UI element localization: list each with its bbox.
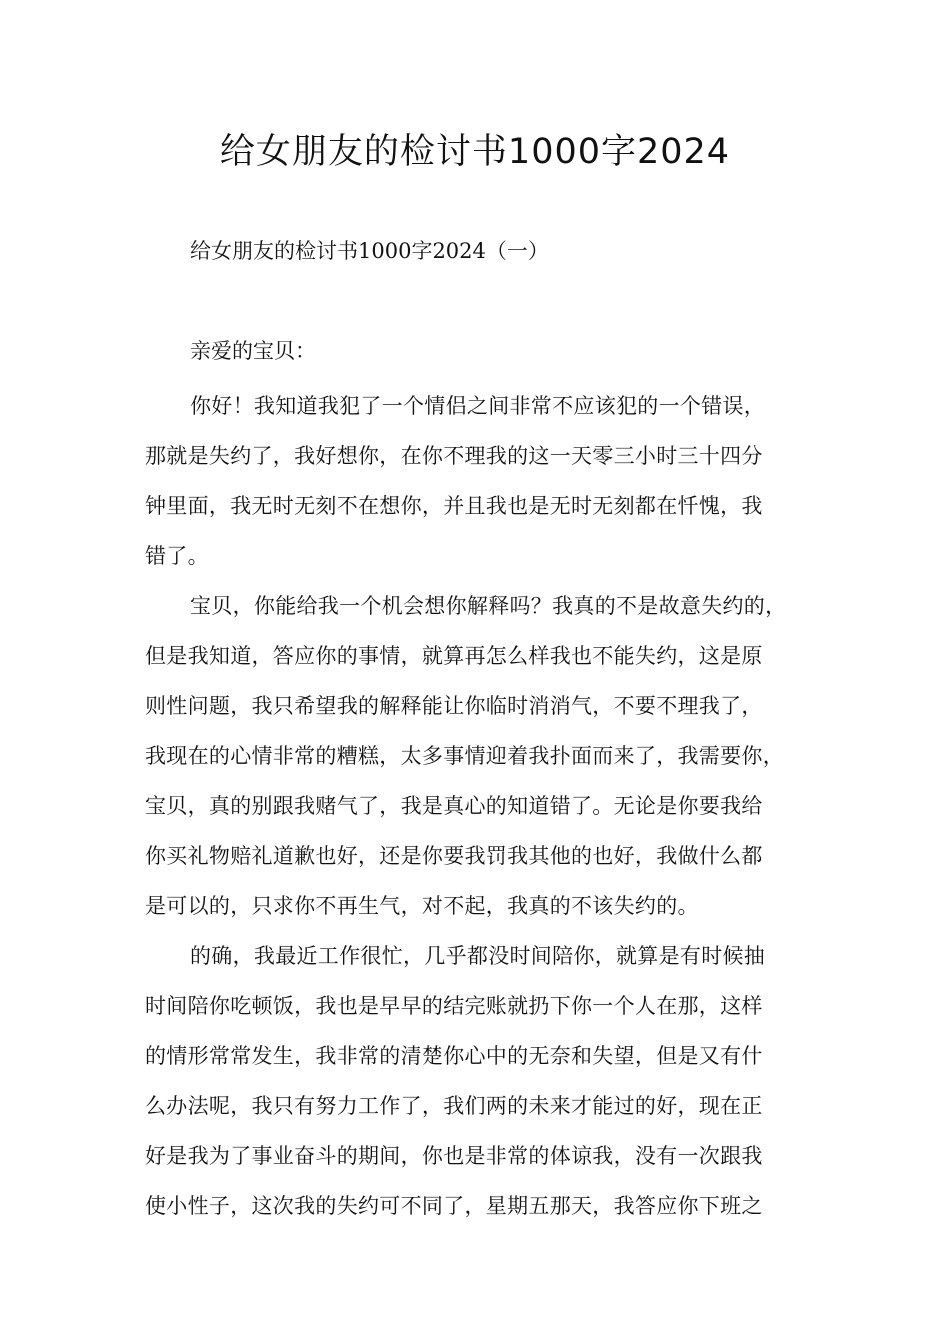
text-line: 宝贝，真的别跟我赌气了，我是真心的知道错了。无论是你要我给 xyxy=(145,794,763,818)
document-subtitle: 给女朋友的检讨书1000字2024（一） xyxy=(190,239,549,263)
letter-body xyxy=(145,381,815,1231)
text-line: 错了。 xyxy=(145,544,209,568)
paragraph-1 xyxy=(145,381,815,581)
text-line: 那就是失约了，我好想你，在你不理我的这一天零三小时三十四分 xyxy=(145,444,763,468)
paragraph-2 xyxy=(145,581,815,931)
paragraph-3 xyxy=(145,931,815,1231)
text-line: 时间陪你吃顿饭，我也是早早的结完账就扔下你一个人在那，这样 xyxy=(145,994,763,1018)
text-line: 的确，我最近工作很忙，几乎都没时间陪你，就算是有时候抽 xyxy=(190,944,766,968)
document-title: 给女朋友的检讨书1000字2024 xyxy=(219,132,731,172)
text-line: 好是我为了事业奋斗的期间，你也是非常的体谅我，没有一次跟我 xyxy=(145,1144,763,1168)
text-line: 你买礼物赔礼道歉也好，还是你要我罚我其他的也好，我做什么都 xyxy=(145,844,763,868)
text-line: 我现在的心情非常的糟糕，太多事情迎着我扑面而来了，我需要你， xyxy=(145,744,784,768)
text-line: 你好！我知道我犯了一个情侣之间非常不应该犯的一个错误， xyxy=(190,394,766,418)
text-line: 则性问题，我只希望我的解释能让你临时消消气，不要不理我了， xyxy=(145,694,763,718)
text-line: 宝贝，你能给我一个机会想你解释吗？我真的不是故意失约的， xyxy=(190,594,787,618)
text-line: 使小性子，这次我的失约可不同了，星期五那天，我答应你下班之 xyxy=(145,1194,763,1218)
text-line: 的情形常常发生，我非常的清楚你心中的无奈和失望，但是又有什 xyxy=(145,1044,763,1068)
text-line: 是可以的，只求你不再生气，对不起，我真的不该失约的。 xyxy=(145,894,699,918)
letter-salutation: 亲爱的宝贝： xyxy=(190,339,316,363)
text-line: 么办法呢，我只有努力工作了，我们两的未来才能过的好，现在正 xyxy=(145,1094,763,1118)
text-line: 但是我知道，答应你的事情，就算再怎么样我也不能失约，这是原 xyxy=(145,644,763,668)
text-line: 钟里面，我无时无刻不在想你，并且我也是无时无刻都在忏愧，我 xyxy=(145,494,763,518)
